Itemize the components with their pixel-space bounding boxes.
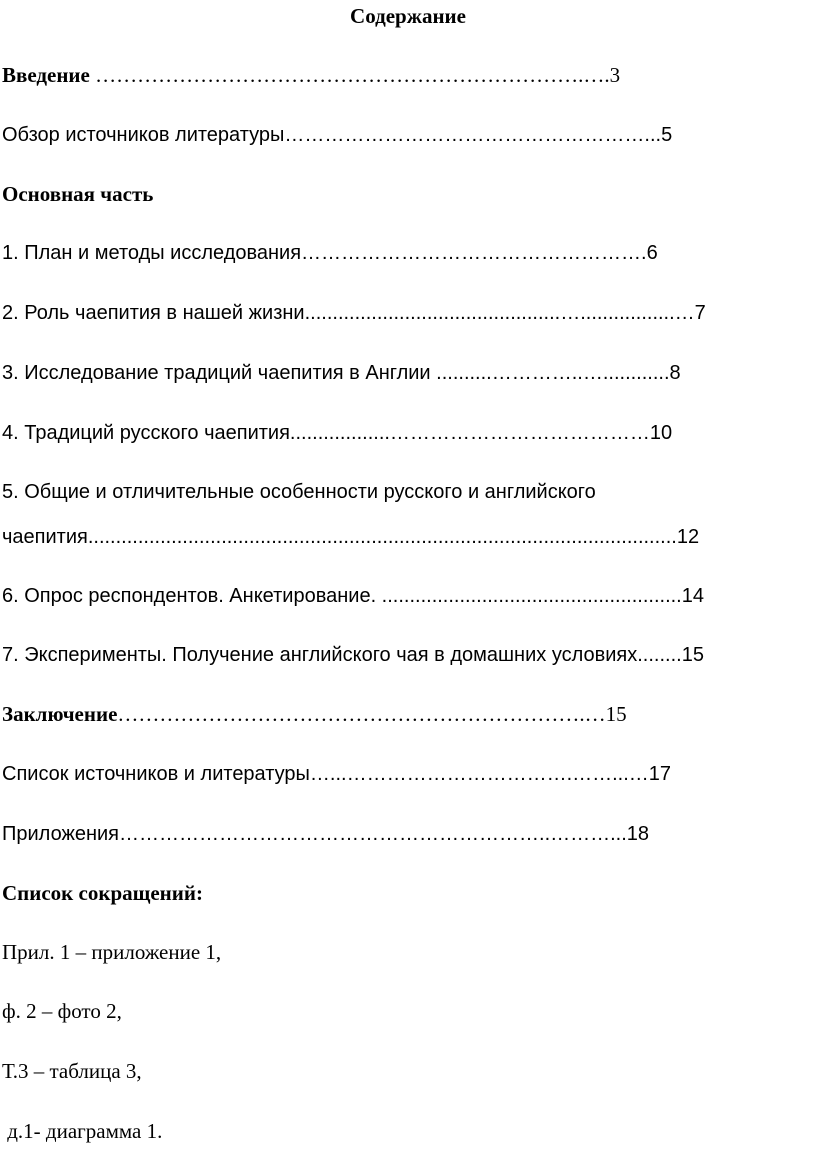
toc-entry-text: Обзор источников литературы………………………………………………...5: [2, 124, 673, 146]
abbreviation-item: Прил. 1 – приложение 1,: [2, 940, 222, 964]
toc-entry-text: 1. План и методы исследования…………………………………………….6: [2, 242, 658, 264]
abbreviation-item: ф. 2 – фото 2,: [2, 999, 122, 1023]
toc-entry-4: [2, 420, 672, 446]
toc-entry-bold-label: Введение: [2, 63, 90, 87]
abbreviation-item: д.1- диаграмма 1.: [2, 1119, 163, 1143]
toc-entry-sources: [2, 761, 671, 787]
toc-entry-text: 3. Исследование традиций чаепития в Англии ..........…………..…............8: [2, 362, 681, 384]
toc-entry-text: 6. Опрос респондентов. Анкетирование. ......................................................14: [2, 585, 704, 607]
toc-entry-appendices: [2, 821, 649, 847]
toc-entry-3: [2, 360, 681, 386]
toc-entry-6: [2, 583, 704, 609]
toc-entry-leader: ………………………………………………………….…15: [117, 702, 627, 726]
toc-entry-introduction: [2, 62, 620, 88]
toc-entry-1: [2, 240, 658, 266]
abbreviation-item: Т.3 – таблица 3,: [2, 1059, 142, 1083]
toc-section-label: Основная часть: [2, 182, 154, 206]
toc-entry-text: 5. Общие и отличительные особенности русского и английского: [2, 481, 596, 503]
abbreviations-heading: Список сокращений:: [2, 881, 203, 905]
page-title: Содержание: [350, 4, 466, 28]
toc-entry-text: 7. Эксперименты. Получение английского чая в домашних условиях........15: [2, 644, 704, 666]
toc-entry-2: [2, 300, 706, 326]
toc-entry-literature-review: [2, 122, 672, 148]
toc-entry-conclusion: [2, 701, 627, 727]
toc-entry-text: 2. Роль чаепития в нашей жизни..............................................….................…7: [2, 302, 706, 324]
toc-section-main-part: [2, 181, 153, 207]
toc-entry-bold-label: Заключение: [2, 702, 118, 726]
toc-entry-text: чаепития..........................................................................................................12: [2, 526, 700, 548]
toc-entry-5-line-2: [2, 524, 699, 550]
toc-entry-text: Приложения………………………………………………………..………...18: [2, 823, 650, 845]
toc-entry-7: [2, 642, 704, 668]
toc-entry-5-line-1: [2, 479, 596, 505]
toc-entry-leader: …………………………………………………………….….3: [89, 63, 621, 87]
toc-entry-text: Список источников и литературы…...…………………………….……...…17: [2, 763, 672, 785]
toc-entry-text: 4. Традиций русского чаепития..................…………………………………10: [2, 422, 673, 444]
